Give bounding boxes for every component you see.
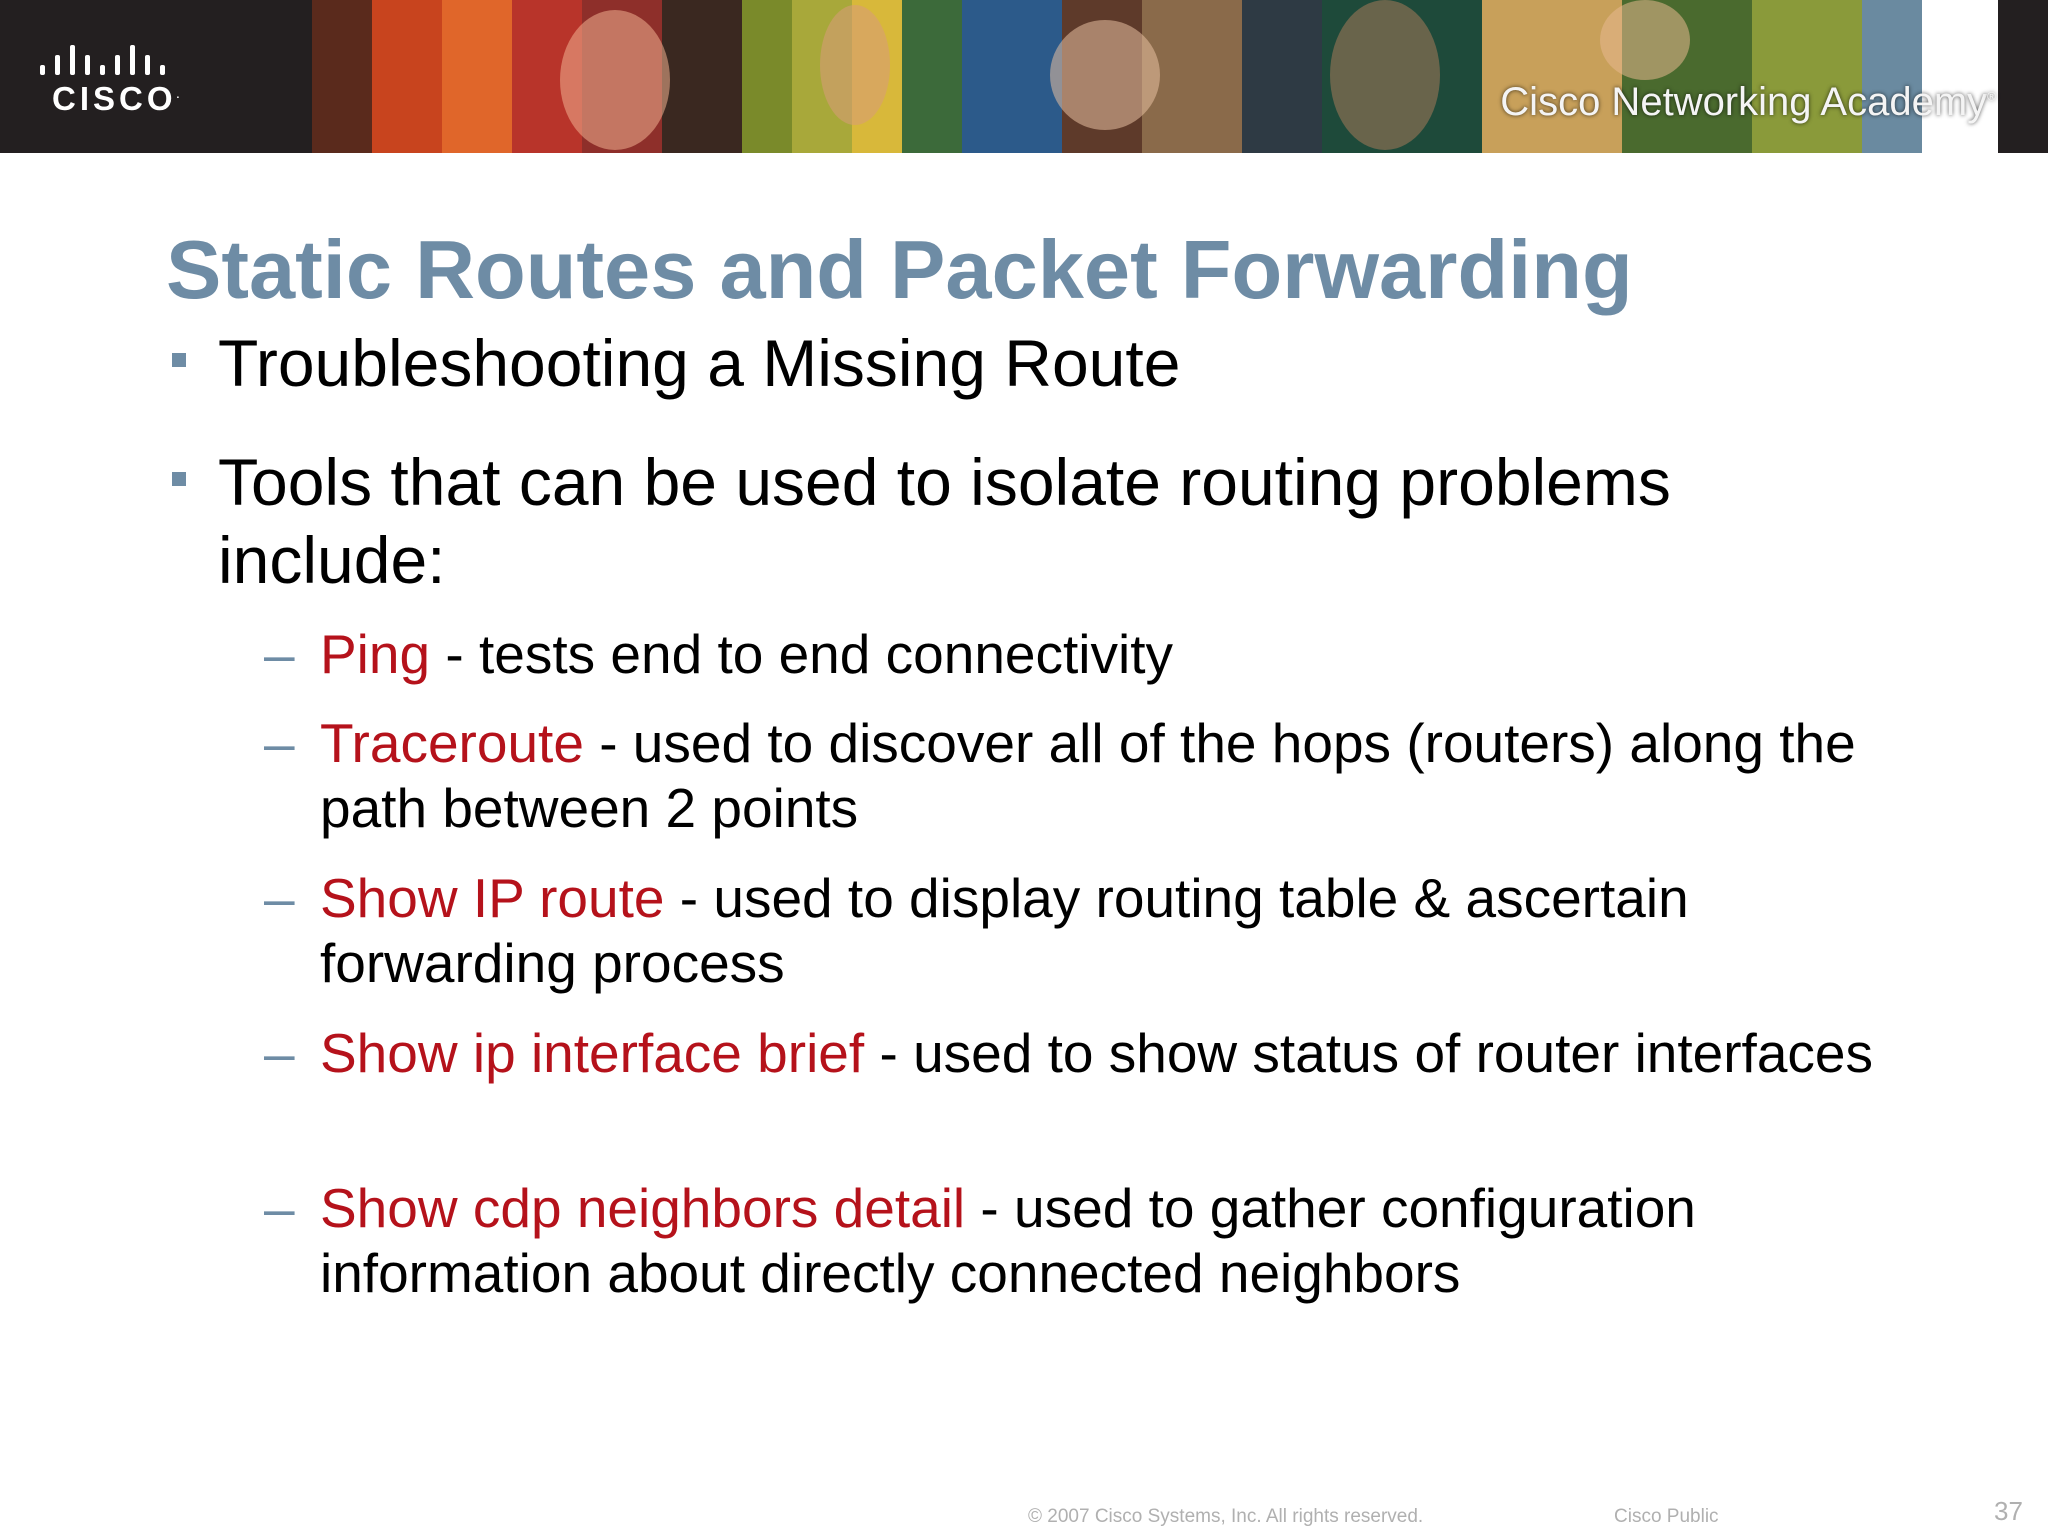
tool-description: - tests end to end connectivity xyxy=(430,623,1173,685)
sub-bullet-item xyxy=(264,1021,1880,1086)
bullet-item: Tools that can be used to isolate routing problems include: xyxy=(218,443,1838,599)
bullet-square-icon xyxy=(172,353,186,367)
cisco-bridge-icon xyxy=(40,43,165,75)
sub-bullet-item xyxy=(264,1176,1880,1306)
tool-description: - used to gather configuration information about directly connected neighbors xyxy=(320,1177,1696,1304)
bullet-item: Troubleshooting a Missing Route xyxy=(218,324,1838,402)
academy-title: Cisco Networking Academy® xyxy=(1500,80,1996,124)
footer-copyright: © 2007 Cisco Systems, Inc. All rights reserved. xyxy=(1028,1506,1424,1527)
dash-icon: – xyxy=(264,1022,295,1084)
sub-bullet-item xyxy=(264,622,1880,687)
bullet-square-icon xyxy=(172,472,186,486)
tool-description: - used to display routing table & ascertain forwarding process xyxy=(320,867,1689,994)
dash-icon: – xyxy=(264,867,295,929)
dash-icon: – xyxy=(264,623,295,685)
photo-face-shape xyxy=(1330,0,1440,150)
tool-command: Show IP route xyxy=(320,867,665,929)
footer-classification: Cisco Public xyxy=(1614,1506,1719,1527)
cisco-logo xyxy=(0,0,312,153)
sub-bullet-item xyxy=(264,866,1880,996)
photo-face-shape xyxy=(560,10,670,150)
tool-description: - used to show status of router interfaces xyxy=(864,1022,1874,1084)
header-banner xyxy=(0,0,2048,153)
tool-description: - used to discover all of the hops (routers) along the path between 2 points xyxy=(320,712,1856,839)
tool-command: Show cdp neighbors detail xyxy=(320,1177,966,1239)
dash-icon: – xyxy=(264,712,295,774)
photo-face-shape xyxy=(820,5,890,125)
sub-bullet-item xyxy=(264,711,1880,841)
photo-face-shape xyxy=(1600,0,1690,80)
photo-face-shape xyxy=(1050,20,1160,130)
tool-command: Show ip interface brief xyxy=(320,1022,865,1084)
cisco-wordmark: CISCO. xyxy=(52,80,180,117)
page-number: 37 xyxy=(1994,1496,2023,1526)
slide-title: Static Routes and Packet Forwarding xyxy=(166,223,1633,316)
tool-command: Ping xyxy=(320,623,431,685)
tool-command: Traceroute xyxy=(320,712,584,774)
dash-icon: – xyxy=(264,1177,295,1239)
